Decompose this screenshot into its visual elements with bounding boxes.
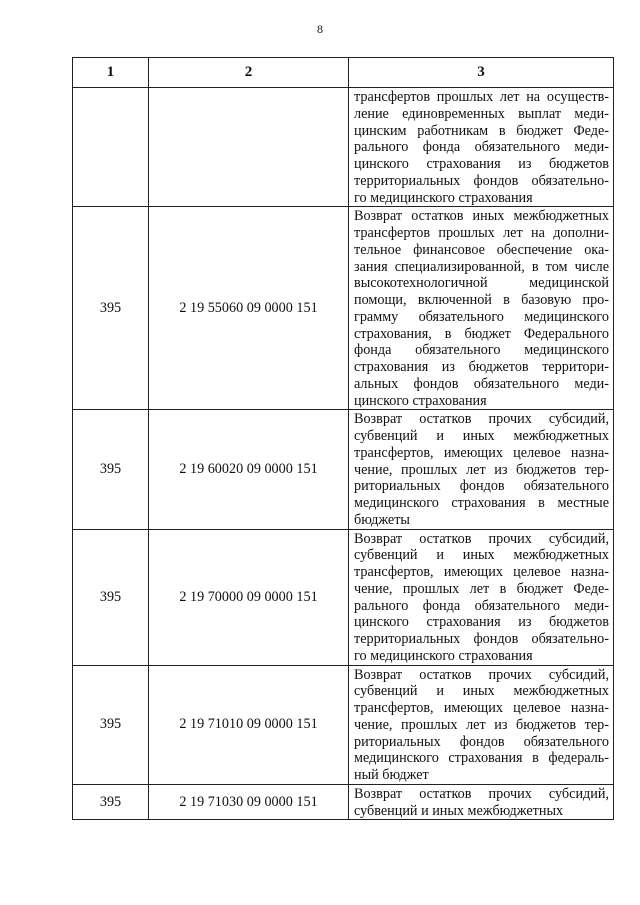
description-line: рального фонда обязательного меди- [354,597,609,614]
description-line: Возврат остатков прочих субсидий, [354,411,609,428]
budget-codes-table [72,57,614,820]
description-text [354,531,609,665]
description-line: бюджеты [354,511,410,528]
description-cell [349,207,614,410]
table-row [73,410,614,529]
description-line: страхования, в бюджет Федерального [354,325,609,342]
description-cell [349,529,614,665]
column-header-3: 3 [349,58,614,88]
description-line: трансфертов прошлых лет на осуществ- [354,89,609,105]
description-line: медицинского страхования в федераль- [354,750,609,767]
table-row [73,529,614,665]
column-header-2: 2 [149,58,349,88]
column-header-1: 1 [73,58,149,88]
budget-classification-code-cell: 2 19 71010 09 0000 151 [149,665,349,784]
description-cell [349,88,614,207]
description-line: территориальных фондов обязательно- [354,631,609,647]
description-line: Возврат остатков прочих субсидий, [354,530,609,547]
description-line: ный бюджет [354,767,429,783]
description-line: медицинского страхования в местные [354,495,609,511]
description-text [354,667,609,784]
description-line: территориальных фондов обязательно- [354,172,609,189]
table-body [73,88,614,820]
table-row [73,88,614,207]
description-line: зания специализированной, в том числе [354,258,609,275]
description-line: Возврат остатков иных межбюджетных [354,208,609,225]
description-text [354,786,609,820]
table-row [73,207,614,410]
description-line: цинского страхования из бюджетов [354,614,609,631]
description-line: фонда обязательного медицинского [354,342,609,359]
admin-code-cell: 395 [73,784,149,820]
description-line: помощи, включенной в базовую про- [354,292,609,308]
description-line: Возврат остатков прочих субсидий, [354,666,609,683]
description-line: трансфертов, имеющих целевое назна- [354,700,609,716]
budget-classification-code-cell: 2 19 55060 09 0000 151 [149,207,349,410]
description-cell [349,410,614,529]
table-header-row [73,58,614,88]
description-line: высокотехнологичной медицинской [354,275,609,292]
description-text [354,411,609,528]
description-line: трансфертов, имеющих целевое назна- [354,564,609,580]
description-line: ление единовременных выплат меди- [354,105,609,122]
description-cell [349,784,614,820]
admin-code-cell: 395 [73,529,149,665]
description-line: субвенций и иных межбюджетных [354,547,609,564]
description-line: го медицинского страхования [354,647,533,664]
admin-code-cell: 395 [73,207,149,410]
description-line: цинского страхования [354,392,487,409]
description-line: субвенций и иных межбюджетных [354,428,609,444]
description-line: Возврат остатков прочих субсидий, [354,785,609,802]
description-line: чение, прошлых лет из бюджетов тер- [354,716,609,733]
table-row [73,784,614,820]
description-line: риториальных фондов обязательного [354,478,609,495]
description-line: тельное финансовое обеспечение ока- [354,241,609,258]
budget-classification-code-cell: 2 19 70000 09 0000 151 [149,529,349,665]
description-line: субвенций и иных межбюджетных [354,683,609,700]
description-line: альных фондов обязательного меди- [354,375,609,392]
budget-classification-code-cell [149,88,349,207]
description-line: трансфертов, имеющих целевое назна- [354,444,609,461]
description-line: цинского страхования из бюджетов [354,156,609,172]
admin-code-cell [73,88,149,207]
description-line: субвенций и иных межбюджетных [354,802,564,819]
page-number: 8 [317,22,323,36]
admin-code-cell: 395 [73,665,149,784]
budget-classification-code-cell: 2 19 71030 09 0000 151 [149,784,349,820]
description-line: трансфертов прошлых лет на дополни- [354,225,609,241]
description-line: страхования из бюджетов территори- [354,359,609,375]
description-text [354,208,609,409]
description-line: грамму обязательного медицинского [354,308,609,325]
description-line: рального фонда обязательного меди- [354,139,609,156]
description-line: чение, прошлых лет из бюджетов тер- [354,461,609,478]
description-line: го медицинского страхования [354,189,533,206]
description-line: цинским работникам в бюджет Феде- [354,122,609,139]
admin-code-cell: 395 [73,410,149,529]
description-text [354,89,609,206]
budget-classification-code-cell: 2 19 60020 09 0000 151 [149,410,349,529]
description-cell [349,665,614,784]
table-row [73,665,614,784]
description-line: чение, прошлых лет в бюджет Феде- [354,580,609,597]
description-line: риториальных фондов обязательного [354,733,609,750]
